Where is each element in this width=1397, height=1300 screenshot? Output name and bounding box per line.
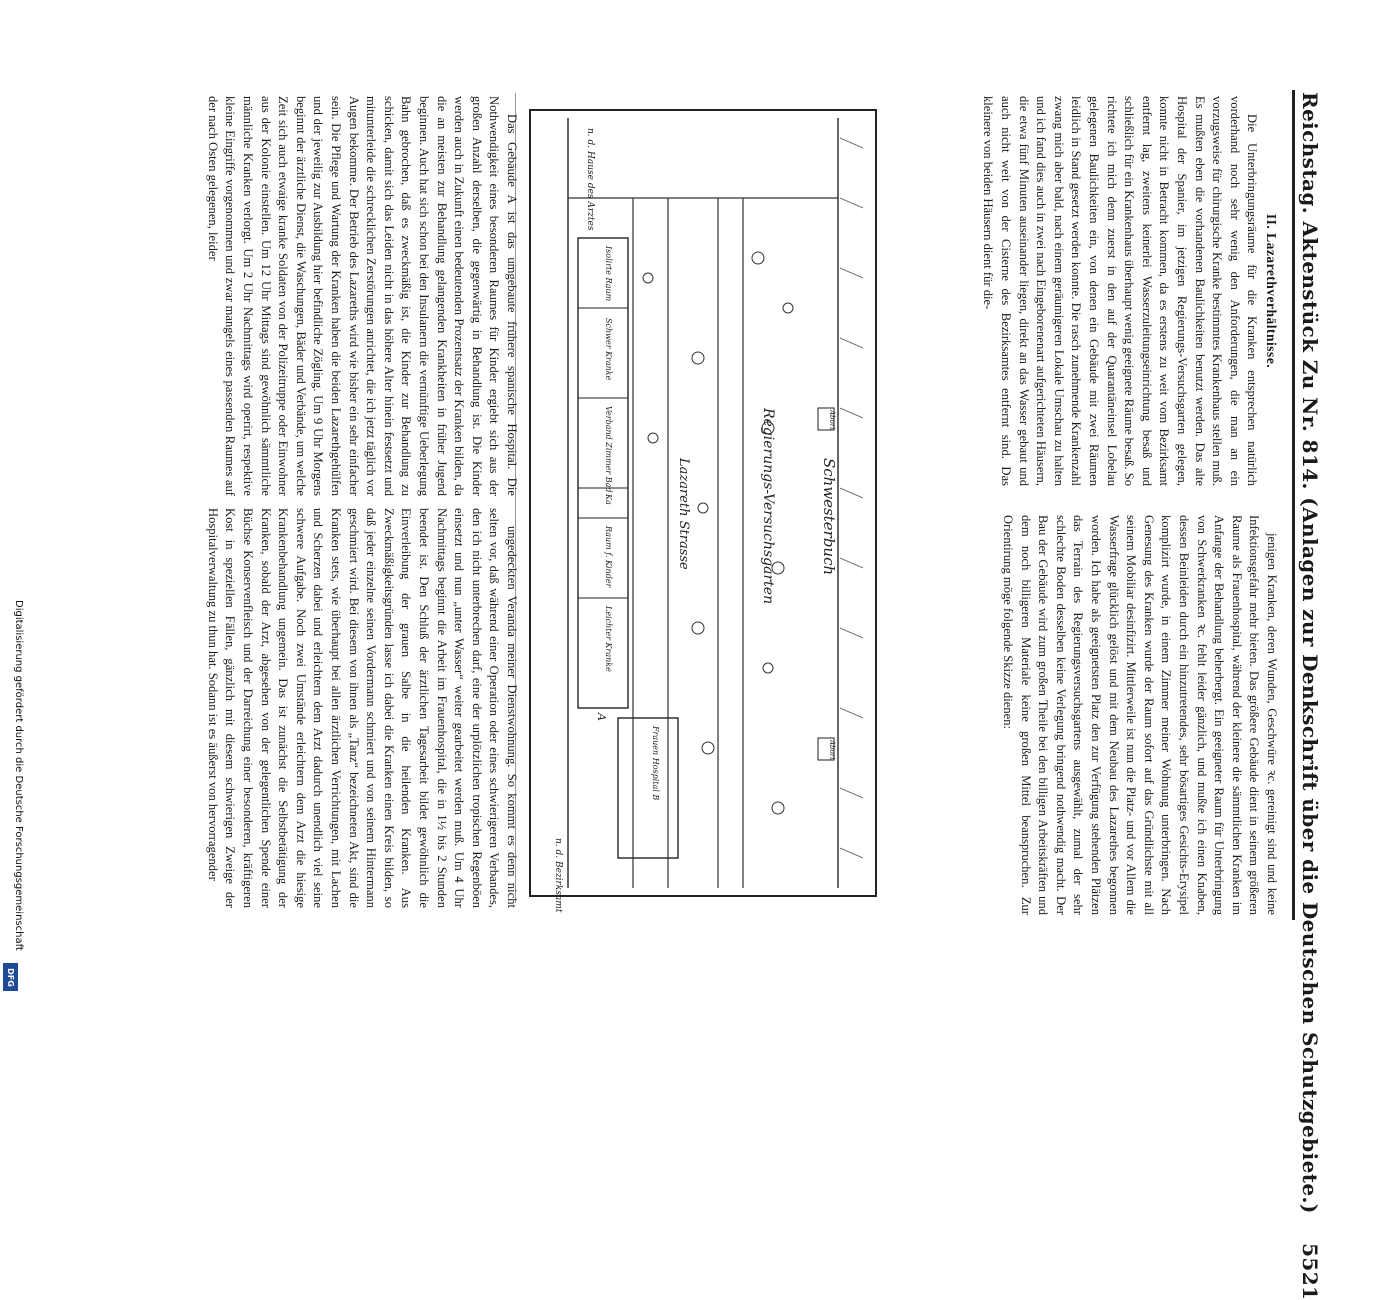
building-a-label: A: [595, 713, 608, 721]
header-title: Reichstag. Aktenstück Zu Nr. 814. (Anlagen zur Denkschrift über die Deutschen Schutzgebiete.): [1298, 92, 1322, 1214]
garden-label: Regierungs-Versuchsgarten: [760, 408, 776, 605]
abort-label-bottom: Abort: [828, 740, 836, 760]
room-label: Leichter Kranke: [604, 606, 613, 672]
text-column-top-left: [120, 96, 520, 496]
building-b: [618, 718, 678, 858]
page-header: [1298, 92, 1322, 1300]
section-heading: II. Lazarethverhältnisse.: [1264, 213, 1279, 369]
dfg-logo-text: DFG: [6, 967, 16, 987]
paragraph-bottom-left: ungedeckten Veranda meiner Dienstwohnung. So kommt es denn nicht selten vor, daß während einer Operation oder eines schwierigeren Verbandes, den ich nicht unterbrechen darf, eine der urplötzlichen tropischen Regenböen einsetzt und nun „unter Wasser“ weiter gearbeitet werden muß. Um 4 Uhr Nachmittags beginnt die Arbeit im Frauenhospital, die in 1½ bis 2 Stunden beendet ist. Den Schluß der ärztlichen Tagesarbeit bildet gewöhnlich die Einverleibung der grauen Salbe in die heilenden Kranken. Aus Zweckmäßigkeitsgründen lasse ich dabei die Kranken einen Kreis bilden, so daß jeder einzelne seinen Vordermann schmiert und von seinem Hintermann geschmiert wird. Bei diesem von ihnen als „Tanz“ bezeichneten Akt, sind die Kranken stets, wie überhaupt bei allen ärztlichen Verrichtungen, mit Lachen und Scherzen dabei und erleichtern dem Arzt dadurch unendlich viel seine schwere Aufgabe. Noch zwei Umstände erleichtern dem Arzt die hiesige Krankenbehandlung ungemein. Das ist zunächst die Selbstbetätigung der Kranken, sobald der Arzt, abgesehen von der gelegentlichen Spende einer Büchse Konservenfleisch und der Darreichung einer besonderen, kräftigeren Kost in speziellen Fällen, gänzlich mit diesem schwierigen Zweige der Hospitalverwaltung zu thun hat. Sodann ist es äußerst von hervorragender: [205, 508, 519, 908]
page-number: 5521: [1298, 1243, 1322, 1300]
room-label: Ka: [604, 494, 613, 505]
header-rule: [1292, 90, 1295, 920]
right-edge-label: n. d. Bezirksamt: [553, 838, 563, 913]
shore-hatching: [840, 138, 863, 858]
text-column-bottom-right: [1001, 515, 1280, 915]
abort-label-top: Abort: [828, 410, 836, 430]
dfg-logo: [3, 963, 18, 991]
text-column-bottom-left: [120, 508, 520, 908]
left-edge-label: n. d. Hause des Arztes: [585, 128, 595, 231]
paragraph-top-left: Das Gebäude A ist das umgebaute frühere spanische Hospital. Die Nothwendigkeit eines besonderen Raumes für Kinder ergiebt sich aus der großen Anzahl derselben, die gegenwärtig in Behandlung ist. Die Kinder werden auch in Zukunft einen bedeutenden Prozentsatz der Kranken bilden, da die an meisten zur Behandlung gelangenden Krankheiten in früher Jugend beginnen. Auch hat sich schon bei den Insulanern die vernünftige Ueberlegung Bahn gebrochen, daß es zweckmäßig ist, die Kinder zur Behandlung zu schicken, damit sich das Leiden nicht in das höhere Alter hinein festsetzt und mitunterleide die schrecklichen Zerstörungen anrichtet, die ich jetzt täglich vor Augen bekomme. Der Betrieb des Lazareths wird wie bisher ein sehr einfacher sein. Die Pflege und Wartung der Kranken haben die beiden Lazarethgehülfen und der jeweilig zur Ausbildung hier befindliche Zögling. Um 9 Uhr Morgens beginnt der ärztliche Dienst, die Waschungen, Bäder und Verbände, um welche Zeit sich auch etwaige kranke Soldaten von der Polizeitruppe oder Einwohner aus der Kolonie einstellen. Um 12 Uhr Mittags sind gewöhnlich sämmtliche männliche Kranken verlorgt. Um 2 Uhr Nachmittags wird operirt, respektive kleine Eingriffe vorgenommen und zwar mangels eines passenden Raumes auf der nach Osten gelegenen, leider: [205, 96, 519, 496]
road-label: Schwesterbuch: [820, 458, 838, 576]
room-label: Verband Zimmer Bad: [604, 406, 613, 493]
site-sketch: [528, 108, 878, 913]
room-label: Schwer Kranke: [604, 318, 613, 381]
room-label: Raum f. Kinder: [604, 526, 613, 588]
paragraph-top-right: Die Unterbringungsräume für die Kranken entsprechen natürlich vorderhand noch sehr wenig den Anforderungen, die man an ein vorzugsweise für chirurgische Kranke bestimmtes Krankenhaus stellen muß. Es mußten eben die vorhandenen Baulichkeiten benutzt werden. Das alte Hospital der Spanier, im jetzigen Regierungs-Versuchsgarten gelegen, konnte nicht in Betracht kommen, da es erstens zu weit vom Bezirksamt entfernt lag, zweitens keinerlei Wasserzuleitungseinrichtung besaß und schließlich für ein Krankenhaus überhaupt wenig geeignete Räume besaß. So richtete ich mich denn zuerst in den auf der Quarantäneinsel Lobelau gelegenen Baulichkeiten ein, von denen ein Gebäude mit zwei Räumen leidlich in Stand gesetzt werden konnte. Die rasch zunehmende Krankenzahl zwang mich aber bald, nach einem geräumigeren Lokale Umschau zu halten und ich fand dies auch in zwei nach Eingeborenenart aufgerichteten Häusern, die etwa fünf Minuten auseinander liegen, direkt an das Wasser gebaut und auch nicht weit von der Cisterne des Bezirksamtes entfernt sind. Das kleinere von beiden Häusern dient für die-: [981, 96, 1260, 486]
site-sketch-svg: [528, 108, 878, 913]
paragraph-bottom-right: jenigen Kranken, deren Wunden, Geschwüre ꝛc. gereinigt sind und keine Infektionsgefahr mehr bieten. Das größere Gebäude dient in seinem größeren Raume als Frauenhospital, während der kleinere die sämmtlichen Kranken im Anfange der Behandlung beherbergt. Ein geeigneter Raum für Unterbringung von Schwerkranken ꝛc. fehlt leider gänzlich, und mußte ich einen Knaben, dessen Beinleiden durch ein hinzutretendes, sehr bösartiges Gesichts-Erysipel komplizirt wurde, in einem Zimmer meiner Wohnung unterbringen. Nach Genesung des Kranken wurde der Raum sofort auf das Gründlichste mit all seinem Mobiliar desinfizirt. Mittlerweile ist nun die Platz- und vor Allem die Wasserfrage glücklich gelöst und mit dem Neubau des Lazarethes begonnen worden. Ich habe als geeignetsten Platz den zur Verfügung stehenden Plätzen das Terrain des Regierungsversuchsgartens ausgewählt, zumal der sehr schlechte Boden desselben keine Verlegung bringend nothwendig macht. Der Bau der Gebäude wird zum großen Theile bei den billigen Arbeitskräften und dem noch billigeren Materiale keine großen Mittel beanspruchen. Zur Orientirung möge folgende Skizze dienen:: [1001, 515, 1279, 915]
path-label: Lazareth Strasse: [676, 458, 691, 570]
room-label: Isolirte Raum: [604, 246, 613, 302]
digitization-credit: Digitalisierung gefördert durch die Deutsche Forschungsgemeinschaft: [13, 600, 24, 951]
building-b-label: Frauen Hospital B: [651, 726, 660, 801]
text-column-top-right: [981, 96, 1280, 486]
